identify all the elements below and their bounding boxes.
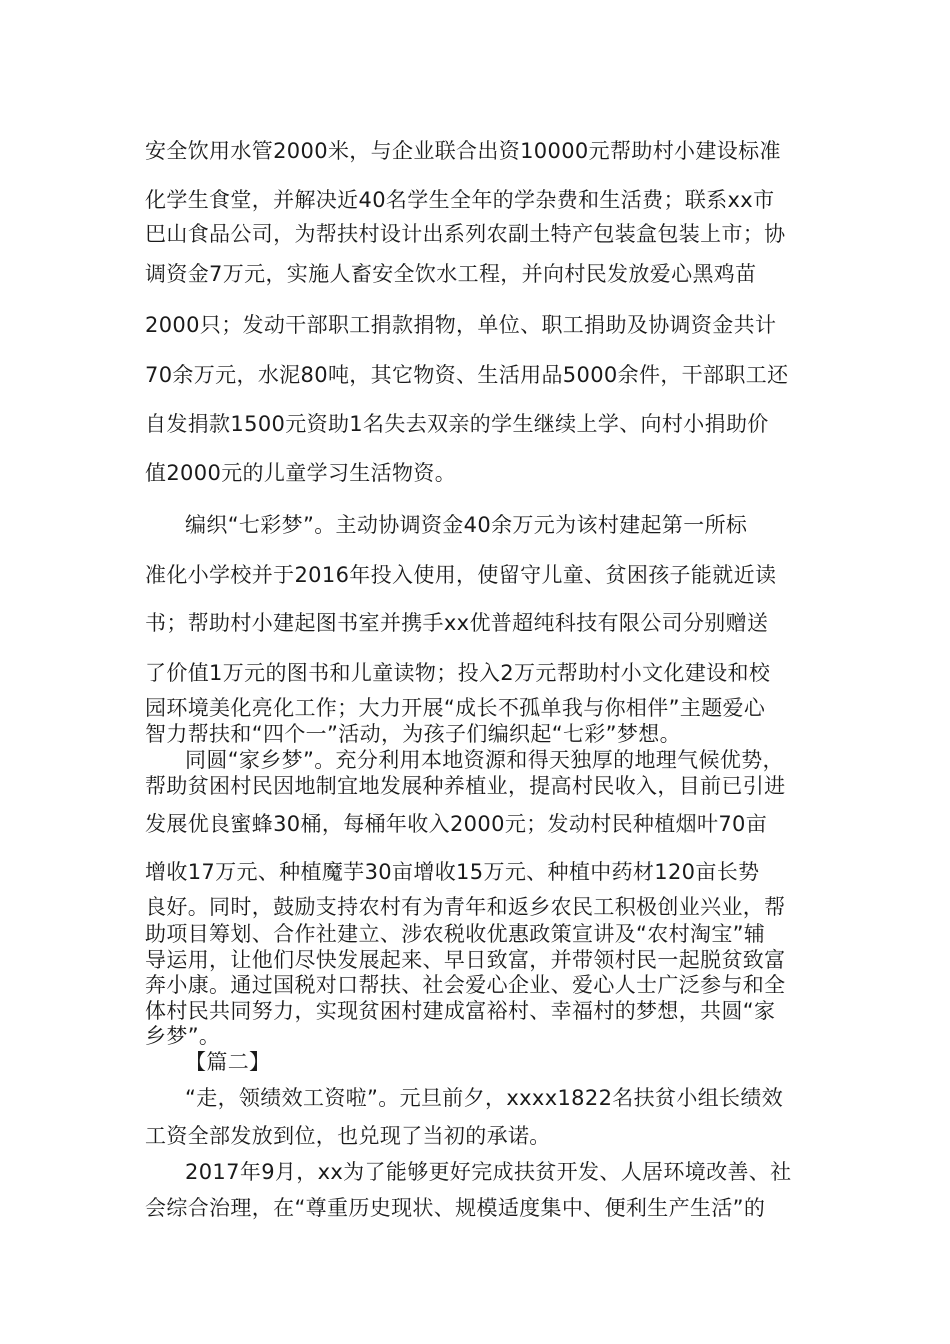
paragraph-heading-jiaxiang: 同圆“家乡梦”。充分利用本地资源和得天独厚的地理气候优势， <box>185 748 784 772</box>
text-line: 调资金7万元，实施人畜安全饮水工程，并向村民发放爱心黑鸡苗 <box>145 262 757 286</box>
text-line: 会综合治理，在“尊重历史现状、规模适度集中、便利生产生活”的 <box>145 1196 766 1220</box>
text-line: 智力帮扶和“四个一”活动，为孩子们编织起“七彩”梦想。 <box>145 722 681 746</box>
text-line: 70余万元，水泥80吨，其它物资、生活用品5000余件，干部职工还 <box>145 363 789 387</box>
text-line: 准化小学校并于2016年投入使用，使留守儿童、贫困孩子能就近读 <box>145 563 777 587</box>
text-line: 导运用，让他们尽快发展起来、早日致富，并带领村民一起脱贫致富 <box>145 948 786 972</box>
section-heading-pian-er: 【篇二】 <box>185 1050 271 1074</box>
text-line: 助项目筹划、合作社建立、涉农税收优惠政策宣讲及“农村淘宝”辅 <box>145 922 766 946</box>
text-line: 良好。同时，鼓励支持农村有为青年和返乡农民工积极创业兴业，帮 <box>145 895 786 919</box>
text-line: 书；帮助村小建起图书室并携手xx优普超纯科技有限公司分别赠送 <box>145 611 769 635</box>
text-line: 安全饮用水管2000米，与企业联合出资10000元帮助村小建设标准 <box>145 139 781 163</box>
text-line: 乡梦”。 <box>145 1024 221 1048</box>
text-line: 值2000元的儿童学习生活物资。 <box>145 461 457 485</box>
text-line: 园环境美化亮化工作；大力开展“成长不孤单我与你相伴”主题爱心 <box>145 696 766 720</box>
text-line: 巴山食品公司，为帮扶村设计出系列农副土特产包装盒包装上市；协 <box>145 222 786 246</box>
text-line: 工资全部发放到位，也兑现了当初的承诺。 <box>145 1124 551 1148</box>
text-line: 自发捐款1500元资助1名失去双亲的学生继续上学、向村小捐助价 <box>145 412 769 436</box>
text-line: 发展优良蜜蜂30桶，每桶年收入2000元；发动村民种植烟叶70亩 <box>145 812 768 836</box>
paragraph-first-line: “走，领绩效工资啦”。元旦前夕，xxxx1822名扶贫小组长绩效 <box>185 1086 784 1110</box>
text-line: 2000只；发动干部职工捐款捐物，单位、职工捐助及协调资金共计 <box>145 313 777 337</box>
paragraph-first-line: 2017年9月，xx为了能够更好完成扶贫开发、人居环境改善、社 <box>185 1160 792 1184</box>
text-line: 体村民共同努力，实现贫困村建成富裕村、幸福村的梦想，共圆“家 <box>145 999 776 1023</box>
text-line: 奔小康。通过国税对口帮扶、社会爱心企业、爱心人士广泛参与和全 <box>145 973 786 997</box>
paragraph-heading-qicai: 编织“七彩梦”。主动协调资金40余万元为该村建起第一所标 <box>185 513 748 537</box>
text-line: 化学生食堂，并解决近40名学生全年的学杂费和生活费；联系xx市 <box>145 188 775 212</box>
text-line: 帮助贫困村民因地制宜地发展种养植业，提高村民收入，目前已引进 <box>145 774 786 798</box>
text-line: 了价值1万元的图书和儿童读物；投入2万元帮助村小文化建设和校 <box>145 661 771 685</box>
text-line: 增收17万元、种植魔芋30亩增收15万元、种植中药材120亩长势 <box>145 860 760 884</box>
